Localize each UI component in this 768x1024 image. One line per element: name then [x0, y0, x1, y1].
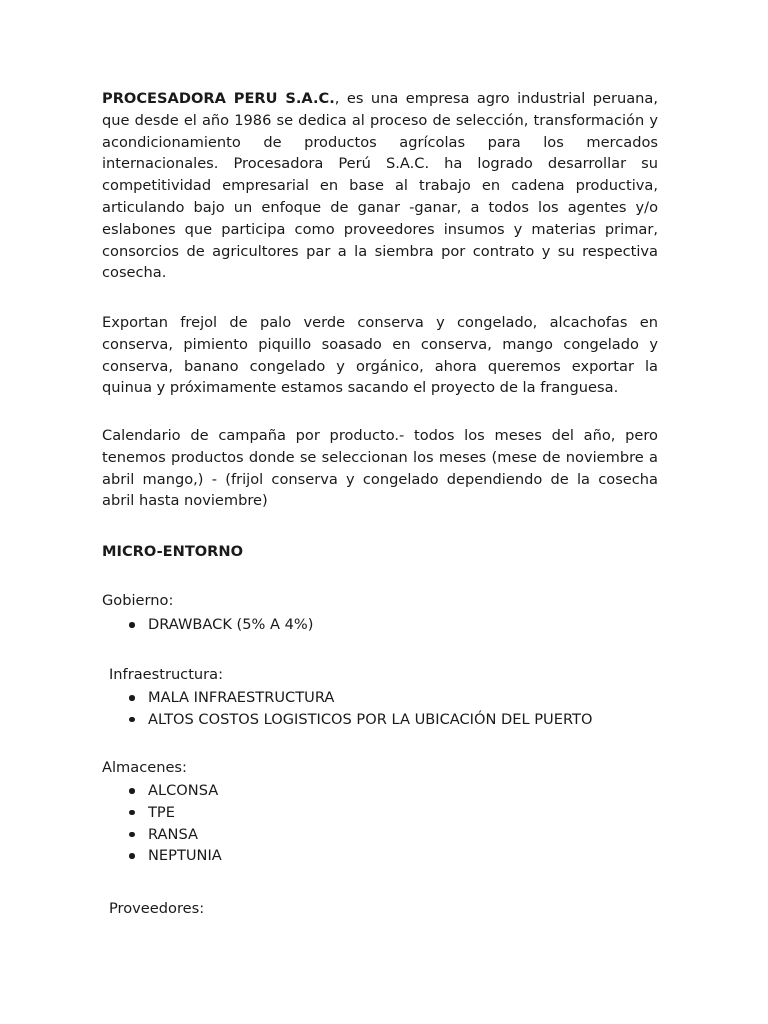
proveedores-label: Proveedores: — [109, 900, 205, 917]
list-item: DRAWBACK (5% A 4%) — [126, 614, 314, 636]
calendar-paragraph: Calendario de campaña por producto.- todos los meses del año, pero tenemos productos donde se seleccionan los meses (mese de noviembre a abril mango,) - (frijol conserva y congelado dependiendo de la cosecha abril hasta noviembre) — [102, 427, 658, 510]
list-item: ALCONSA — [126, 780, 222, 802]
list-item: RANSA — [126, 824, 222, 846]
infraestructura-label: Infraestructura: — [109, 666, 224, 683]
almacenes-list — [126, 780, 222, 867]
list-item: ALTOS COSTOS LOGISTICOS POR LA UBICACIÓN DEL PUERTO — [126, 709, 592, 731]
intro-paragraph — [102, 88, 658, 284]
gobierno-label: Gobierno: — [102, 592, 174, 609]
list-item: MALA INFRAESTRUCTURA — [126, 687, 592, 709]
company-name: PROCESADORA PERU S.A.C. — [102, 90, 335, 107]
gobierno-list — [126, 614, 314, 636]
infraestructura-list — [126, 687, 592, 731]
almacenes-label: Almacenes: — [102, 759, 187, 776]
section-heading: MICRO-ENTORNO — [102, 543, 244, 560]
list-item: NEPTUNIA — [126, 845, 222, 867]
exports-paragraph: Exportan frejol de palo verde conserva y congelado, alcachofas en conserva, pimiento piquillo soasado en conserva, mango congelado y conserva, banano congelado y orgánico, ahora queremos exportar la quinua y próximamente estamos sacando el proyecto de la franguesa. — [102, 314, 658, 397]
list-item: TPE — [126, 802, 222, 824]
intro-text: , es una empresa agro industrial peruana, que desde el año 1986 se dedica al proceso de selección, transformación y acondicionamiento de productos agrícolas para los mercados internacionales. Procesadora Perú S.A.C. ha logrado desarrollar su competitividad empresarial en base al trabajo en cadena productiva, articulando bajo un enfoque de ganar -ganar, a todos los agentes y/o eslabones que participa como proveedores insumos y materias primar, consorcios de agricultores par a la siembra por contrato y su respectiva cosecha. — [102, 90, 658, 282]
